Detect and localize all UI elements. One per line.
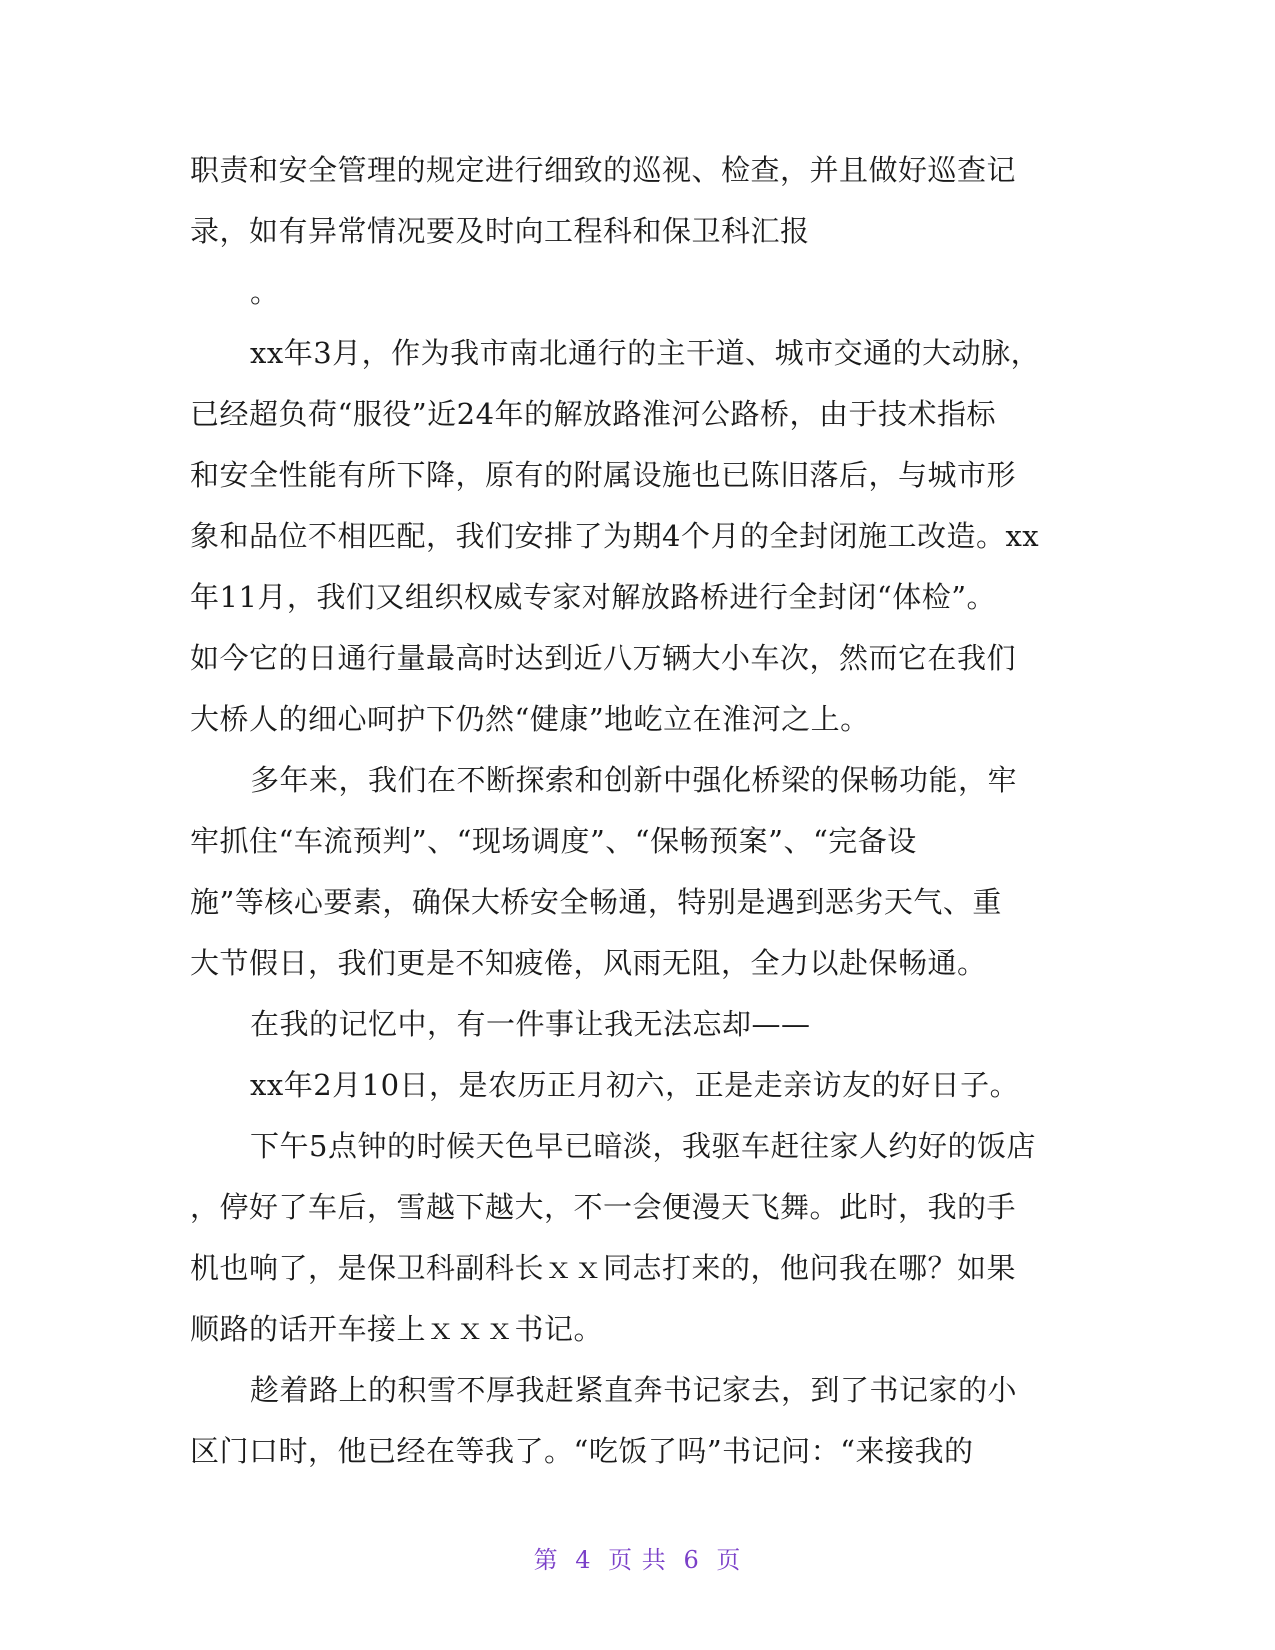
text-line: xx年3月，作为我市南北通行的主干道、城市交通的大动脉， [250, 336, 1041, 370]
footer-suffix: 页 [716, 1546, 742, 1574]
footer-prefix: 第 [533, 1546, 559, 1574]
text-line: 在我的记忆中，有一件事让我无法忘却—— [250, 1007, 811, 1041]
text-line: 年11月，我们又组织权威专家对解放路桥进行全封闭“体检”。 [190, 580, 997, 614]
text-line: 下午5点钟的时候天色早已暗淡，我驱车赶往家人约好的饭店 [250, 1129, 1036, 1163]
text-line: 职责和安全管理的规定进行细致的巡视、检查，并且做好巡查记 [190, 153, 1017, 187]
text-line: 机也响了，是保卫科副科长ｘｘ同志打来的，他问我在哪？如果 [190, 1251, 1017, 1285]
text-line: 顺路的话开车接上ｘｘｘ书记。 [190, 1312, 604, 1346]
text-line: 录，如有异常情况要及时向工程科和保卫科汇报 [190, 214, 810, 248]
text-line: 已经超负荷“服役”近24年的解放路淮河公路桥，由于技术指标 [190, 397, 997, 431]
text-line: 牢抓住“车流预判”、“现场调度”、“保畅预案”、“完备设 [190, 824, 917, 858]
text-line: 施”等核心要素，确保大桥安全畅通，特别是遇到恶劣天气、重 [190, 885, 1002, 919]
text-line: 象和品位不相匹配，我们安排了为期4个月的全封闭施工改造。xx [190, 519, 1040, 553]
footer-current-page: 4 [575, 1546, 592, 1574]
footer-middle: 页 共 [608, 1546, 667, 1574]
text-line: xx年2月10日，是农历正月初六，正是走亲访友的好日子。 [250, 1068, 1020, 1102]
text-line: 。 [250, 275, 280, 309]
text-line: 和安全性能有所下降，原有的附属设施也已陈旧落后，与城市形 [190, 458, 1017, 492]
footer-total-pages: 6 [683, 1546, 700, 1574]
text-line: 区门口时，他已经在等我了。“吃饭了吗”书记问：“来接我的 [190, 1434, 974, 1468]
text-line: ，停好了车后，雪越下越大，不一会便漫天飞舞。此时，我的手 [190, 1190, 1017, 1224]
text-line: 如今它的日通行量最高时达到近八万辆大小车次，然而它在我们 [190, 641, 1017, 675]
text-line: 趁着路上的积雪不厚我赶紧直奔书记家去，到了书记家的小 [250, 1373, 1018, 1407]
body-text [190, 140, 1090, 1482]
page-footer [0, 1540, 1275, 1575]
text-line: 大桥人的细心呵护下仍然“健康”地屹立在淮河之上。 [190, 702, 870, 736]
text-line: 大节假日，我们更是不知疲倦，风雨无阻，全力以赴保畅通。 [190, 946, 987, 980]
text-line: 多年来，我们在不断探索和创新中强化桥梁的保畅功能，牢 [250, 763, 1018, 797]
